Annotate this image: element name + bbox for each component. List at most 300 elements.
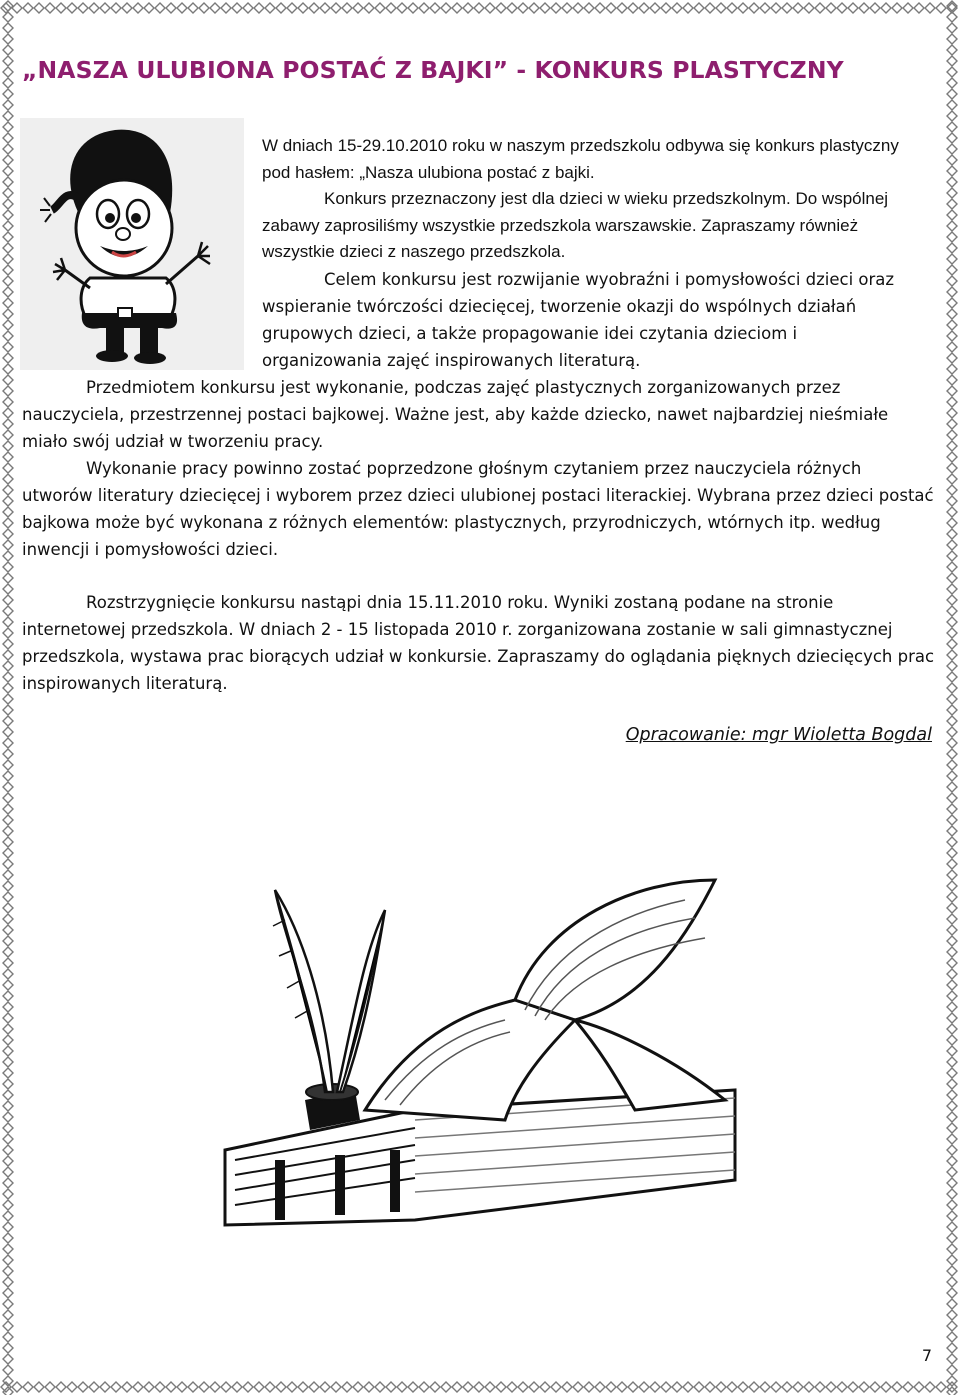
border-diamond-icon bbox=[947, 1233, 957, 1243]
border-diamond-icon bbox=[496, 3, 506, 13]
border-diamond-icon bbox=[3, 1277, 13, 1287]
border-diamond-icon bbox=[947, 650, 957, 660]
border-diamond-icon bbox=[947, 903, 957, 913]
border-diamond-icon bbox=[947, 914, 957, 924]
border-diamond-icon bbox=[947, 144, 957, 154]
border-diamond-icon bbox=[23, 1382, 33, 1392]
border-diamond-icon bbox=[3, 232, 13, 242]
border-diamond-icon bbox=[221, 3, 231, 13]
border-diamond-icon bbox=[694, 1382, 704, 1392]
border-diamond-icon bbox=[639, 3, 649, 13]
border-diamond-icon bbox=[199, 3, 209, 13]
border-diamond-icon bbox=[947, 507, 957, 517]
border-diamond-icon bbox=[386, 3, 396, 13]
border-diamond-icon bbox=[947, 716, 957, 726]
border-diamond-icon bbox=[100, 1382, 110, 1392]
border-diamond-icon bbox=[100, 3, 110, 13]
border-diamond-icon bbox=[3, 276, 13, 286]
border-diamond-icon bbox=[3, 375, 13, 385]
border-diamond-icon bbox=[155, 1382, 165, 1392]
border-diamond-icon bbox=[947, 639, 957, 649]
border-diamond-icon bbox=[331, 3, 341, 13]
border-diamond-icon bbox=[3, 1134, 13, 1144]
border-diamond-icon bbox=[3, 243, 13, 253]
border-diamond-icon bbox=[3, 1376, 13, 1386]
border-diamond-icon bbox=[947, 1299, 957, 1309]
border-diamond-icon bbox=[947, 1211, 957, 1221]
border-diamond-icon bbox=[705, 3, 715, 13]
border-diamond-icon bbox=[34, 1382, 44, 1392]
border-diamond-icon bbox=[947, 133, 957, 143]
border-diamond-icon bbox=[947, 672, 957, 682]
border-diamond-icon bbox=[3, 485, 13, 495]
border-diamond-icon bbox=[947, 276, 957, 286]
border-diamond-icon bbox=[3, 320, 13, 330]
border-diamond-icon bbox=[166, 3, 176, 13]
border-diamond-icon bbox=[947, 1, 957, 11]
border-diamond-icon bbox=[947, 474, 957, 484]
border-diamond-icon bbox=[947, 1310, 957, 1320]
border-diamond-icon bbox=[3, 1002, 13, 1012]
border-diamond-icon bbox=[67, 3, 77, 13]
border-diamond-icon bbox=[771, 1382, 781, 1392]
border-diamond-icon bbox=[617, 3, 627, 13]
border-diamond-icon bbox=[947, 1068, 957, 1078]
border-diamond-icon bbox=[3, 980, 13, 990]
border-diamond-icon bbox=[342, 1382, 352, 1392]
border-diamond-icon bbox=[947, 221, 957, 231]
border-diamond-icon bbox=[947, 727, 957, 737]
border-diamond-icon bbox=[947, 815, 957, 825]
border-diamond-icon bbox=[144, 1382, 154, 1392]
border-diamond-icon bbox=[914, 1382, 924, 1392]
border-diamond-icon bbox=[3, 760, 13, 770]
border-diamond-icon bbox=[3, 1222, 13, 1232]
border-diamond-icon bbox=[870, 3, 880, 13]
border-diamond-icon bbox=[628, 3, 638, 13]
border-diamond-icon bbox=[947, 1156, 957, 1166]
border-diamond-icon bbox=[78, 3, 88, 13]
border-diamond-icon bbox=[947, 430, 957, 440]
border-diamond-icon bbox=[3, 177, 13, 187]
border-diamond-icon bbox=[947, 1090, 957, 1100]
border-diamond-icon bbox=[947, 364, 957, 374]
border-diamond-icon bbox=[595, 3, 605, 13]
border-diamond-icon bbox=[3, 1178, 13, 1188]
border-diamond-icon bbox=[947, 1079, 957, 1089]
border-diamond-icon bbox=[3, 1156, 13, 1166]
border-diamond-icon bbox=[947, 166, 957, 176]
border-diamond-icon bbox=[848, 3, 858, 13]
border-diamond-icon bbox=[771, 3, 781, 13]
border-diamond-icon bbox=[3, 1255, 13, 1265]
border-diamond-icon bbox=[947, 1189, 957, 1199]
border-diamond-icon bbox=[3, 1079, 13, 1089]
border-diamond-icon bbox=[3, 331, 13, 341]
border-diamond-icon bbox=[3, 1299, 13, 1309]
border-diamond-icon bbox=[947, 793, 957, 803]
border-diamond-icon bbox=[947, 188, 957, 198]
author-signature: Opracowanie: mgr Wioletta Bogdal bbox=[625, 725, 932, 745]
border-diamond-icon bbox=[947, 969, 957, 979]
border-diamond-icon bbox=[144, 3, 154, 13]
paragraph-subject-block bbox=[22, 374, 937, 455]
border-diamond-icon bbox=[441, 1382, 451, 1392]
border-diamond-icon bbox=[265, 3, 275, 13]
border-diamond-icon bbox=[3, 133, 13, 143]
border-diamond-icon bbox=[3, 958, 13, 968]
border-diamond-icon bbox=[716, 1382, 726, 1392]
border-diamond-icon bbox=[551, 1382, 561, 1392]
border-diamond-icon bbox=[947, 628, 957, 638]
border-diamond-icon bbox=[947, 1035, 957, 1045]
border-diamond-icon bbox=[947, 617, 957, 627]
border-diamond-icon bbox=[3, 419, 13, 429]
border-diamond-icon bbox=[650, 3, 660, 13]
border-diamond-icon bbox=[639, 1382, 649, 1392]
border-diamond-icon bbox=[947, 771, 957, 781]
border-diamond-icon bbox=[3, 749, 13, 759]
border-diamond-icon bbox=[947, 1057, 957, 1067]
border-diamond-icon bbox=[3, 518, 13, 528]
border-diamond-icon bbox=[551, 3, 561, 13]
border-diamond-icon bbox=[133, 3, 143, 13]
border-diamond-icon bbox=[3, 144, 13, 154]
border-diamond-icon bbox=[947, 452, 957, 462]
border-diamond-icon bbox=[298, 3, 308, 13]
border-diamond-icon bbox=[529, 1382, 539, 1392]
gnome-cartoon-icon bbox=[20, 118, 244, 370]
border-diamond-icon bbox=[672, 3, 682, 13]
border-diamond-icon bbox=[89, 1382, 99, 1392]
border-diamond-icon bbox=[947, 892, 957, 902]
border-diamond-icon bbox=[3, 936, 13, 946]
border-diamond-icon bbox=[947, 859, 957, 869]
page-border-top bbox=[0, 0, 960, 16]
border-diamond-icon bbox=[947, 1222, 957, 1232]
border-diamond-icon bbox=[463, 1382, 473, 1392]
border-diamond-icon bbox=[628, 1382, 638, 1392]
border-diamond-icon bbox=[947, 342, 957, 352]
border-diamond-icon bbox=[947, 78, 957, 88]
border-diamond-icon bbox=[166, 1382, 176, 1392]
border-diamond-icon bbox=[3, 1244, 13, 1254]
border-diamond-icon bbox=[947, 1321, 957, 1331]
border-diamond-icon bbox=[78, 1382, 88, 1392]
border-diamond-icon bbox=[441, 3, 451, 13]
border-diamond-icon bbox=[947, 661, 957, 671]
border-diamond-icon bbox=[947, 1200, 957, 1210]
border-diamond-icon bbox=[45, 1382, 55, 1392]
border-diamond-icon bbox=[947, 67, 957, 77]
border-diamond-icon bbox=[727, 1382, 737, 1392]
border-diamond-icon bbox=[177, 3, 187, 13]
border-diamond-icon bbox=[947, 1343, 957, 1353]
border-diamond-icon bbox=[3, 342, 13, 352]
border-diamond-icon bbox=[749, 1382, 759, 1392]
border-diamond-icon bbox=[3, 1310, 13, 1320]
border-diamond-icon bbox=[540, 3, 550, 13]
border-diamond-icon bbox=[221, 1382, 231, 1392]
border-diamond-icon bbox=[617, 1382, 627, 1392]
border-diamond-icon bbox=[903, 3, 913, 13]
border-diamond-icon bbox=[3, 111, 13, 121]
border-diamond-icon bbox=[947, 12, 957, 22]
border-diamond-icon bbox=[3, 617, 13, 627]
border-diamond-icon bbox=[243, 3, 253, 13]
border-diamond-icon bbox=[430, 1382, 440, 1392]
border-diamond-icon bbox=[892, 3, 902, 13]
border-diamond-icon bbox=[3, 947, 13, 957]
border-diamond-icon bbox=[947, 694, 957, 704]
border-diamond-icon bbox=[3, 914, 13, 924]
border-diamond-icon bbox=[947, 936, 957, 946]
border-diamond-icon bbox=[573, 3, 583, 13]
border-diamond-icon bbox=[3, 628, 13, 638]
border-diamond-icon bbox=[947, 1354, 957, 1364]
border-diamond-icon bbox=[3, 694, 13, 704]
border-diamond-icon bbox=[177, 1382, 187, 1392]
border-diamond-icon bbox=[3, 606, 13, 616]
border-diamond-icon bbox=[3, 221, 13, 231]
border-diamond-icon bbox=[3, 1112, 13, 1122]
border-diamond-icon bbox=[760, 3, 770, 13]
border-diamond-icon bbox=[320, 1382, 330, 1392]
border-diamond-icon bbox=[353, 3, 363, 13]
border-diamond-icon bbox=[529, 3, 539, 13]
border-diamond-icon bbox=[683, 3, 693, 13]
border-diamond-icon bbox=[947, 1288, 957, 1298]
border-diamond-icon bbox=[3, 892, 13, 902]
border-diamond-icon bbox=[947, 232, 957, 242]
border-diamond-icon bbox=[947, 595, 957, 605]
border-diamond-icon bbox=[694, 3, 704, 13]
border-diamond-icon bbox=[573, 1382, 583, 1392]
border-diamond-icon bbox=[3, 551, 13, 561]
border-diamond-icon bbox=[23, 3, 33, 13]
border-diamond-icon bbox=[254, 1382, 264, 1392]
border-diamond-icon bbox=[540, 1382, 550, 1392]
border-diamond-icon bbox=[3, 452, 13, 462]
border-diamond-icon bbox=[947, 1376, 957, 1386]
border-diamond-icon bbox=[3, 353, 13, 363]
border-diamond-icon bbox=[474, 3, 484, 13]
border-diamond-icon bbox=[837, 1382, 847, 1392]
border-diamond-icon bbox=[45, 3, 55, 13]
border-diamond-icon bbox=[3, 870, 13, 880]
border-diamond-icon bbox=[947, 122, 957, 132]
border-diamond-icon bbox=[650, 1382, 660, 1392]
border-diamond-icon bbox=[3, 540, 13, 550]
border-diamond-icon bbox=[947, 210, 957, 220]
border-diamond-icon bbox=[210, 3, 220, 13]
border-diamond-icon bbox=[815, 3, 825, 13]
border-diamond-icon bbox=[738, 3, 748, 13]
border-diamond-icon bbox=[3, 309, 13, 319]
border-diamond-icon bbox=[3, 826, 13, 836]
border-diamond-icon bbox=[947, 177, 957, 187]
border-diamond-icon bbox=[452, 1382, 462, 1392]
border-diamond-icon bbox=[3, 397, 13, 407]
border-diamond-icon bbox=[3, 78, 13, 88]
border-diamond-icon bbox=[485, 1382, 495, 1392]
border-diamond-icon bbox=[3, 1211, 13, 1221]
page-border-bottom bbox=[0, 1379, 960, 1395]
border-diamond-icon bbox=[947, 529, 957, 539]
open-book-quills-icon bbox=[215, 860, 740, 1230]
border-diamond-icon bbox=[3, 1233, 13, 1243]
border-diamond-icon bbox=[276, 3, 286, 13]
border-diamond-icon bbox=[3, 386, 13, 396]
border-diamond-icon bbox=[3, 716, 13, 726]
border-diamond-icon bbox=[3, 1354, 13, 1364]
border-diamond-icon bbox=[705, 1382, 715, 1392]
page-border-right bbox=[944, 0, 960, 1395]
border-diamond-icon bbox=[947, 1387, 957, 1395]
page-title: „NASZA ULUBIONA POSTAĆ Z BAJKI” - KONKURS PLASTYCZNY bbox=[22, 55, 844, 84]
border-diamond-icon bbox=[430, 3, 440, 13]
border-diamond-icon bbox=[947, 980, 957, 990]
border-diamond-icon bbox=[3, 837, 13, 847]
paragraph-execution-block bbox=[22, 455, 937, 563]
border-diamond-icon bbox=[3, 430, 13, 440]
border-diamond-icon bbox=[947, 287, 957, 297]
border-diamond-icon bbox=[3, 650, 13, 660]
border-diamond-icon bbox=[3, 639, 13, 649]
border-diamond-icon bbox=[3, 122, 13, 132]
border-diamond-icon bbox=[3, 298, 13, 308]
border-diamond-icon bbox=[452, 3, 462, 13]
border-diamond-icon bbox=[760, 1382, 770, 1392]
border-diamond-icon bbox=[947, 562, 957, 572]
border-diamond-icon bbox=[947, 199, 957, 209]
border-diamond-icon bbox=[947, 100, 957, 110]
border-diamond-icon bbox=[749, 3, 759, 13]
border-diamond-icon bbox=[947, 375, 957, 385]
border-diamond-icon bbox=[3, 771, 13, 781]
border-diamond-icon bbox=[947, 1365, 957, 1375]
border-diamond-icon bbox=[3, 254, 13, 264]
border-diamond-icon bbox=[56, 1382, 66, 1392]
border-diamond-icon bbox=[3, 727, 13, 737]
border-diamond-icon bbox=[155, 3, 165, 13]
border-diamond-icon bbox=[947, 804, 957, 814]
border-diamond-icon bbox=[386, 1382, 396, 1392]
border-diamond-icon bbox=[89, 3, 99, 13]
border-diamond-icon bbox=[3, 364, 13, 374]
border-diamond-icon bbox=[3, 782, 13, 792]
border-diamond-icon bbox=[3, 848, 13, 858]
border-diamond-icon bbox=[3, 705, 13, 715]
border-diamond-icon bbox=[947, 826, 957, 836]
border-diamond-icon bbox=[3, 1288, 13, 1298]
border-diamond-icon bbox=[947, 1277, 957, 1287]
border-diamond-icon bbox=[3, 166, 13, 176]
border-diamond-icon bbox=[3, 859, 13, 869]
border-diamond-icon bbox=[947, 485, 957, 495]
border-diamond-icon bbox=[3, 925, 13, 935]
border-diamond-icon bbox=[947, 551, 957, 561]
border-diamond-icon bbox=[331, 1382, 341, 1392]
border-diamond-icon bbox=[947, 870, 957, 880]
border-diamond-icon bbox=[3, 738, 13, 748]
border-diamond-icon bbox=[3, 1200, 13, 1210]
border-diamond-icon bbox=[3, 1013, 13, 1023]
border-diamond-icon bbox=[947, 925, 957, 935]
border-diamond-icon bbox=[947, 584, 957, 594]
border-diamond-icon bbox=[947, 309, 957, 319]
border-diamond-icon bbox=[309, 3, 319, 13]
border-diamond-icon bbox=[947, 958, 957, 968]
border-diamond-icon bbox=[397, 1382, 407, 1392]
border-diamond-icon bbox=[947, 320, 957, 330]
border-diamond-icon bbox=[584, 1382, 594, 1392]
border-diamond-icon bbox=[3, 562, 13, 572]
border-diamond-icon bbox=[3, 584, 13, 594]
border-diamond-icon bbox=[947, 848, 957, 858]
border-diamond-icon bbox=[485, 3, 495, 13]
border-diamond-icon bbox=[507, 3, 517, 13]
border-diamond-icon bbox=[133, 1382, 143, 1392]
border-diamond-icon bbox=[892, 1382, 902, 1392]
border-diamond-icon bbox=[3, 463, 13, 473]
border-diamond-icon bbox=[3, 89, 13, 99]
border-diamond-icon bbox=[232, 1382, 242, 1392]
border-diamond-icon bbox=[3, 1024, 13, 1034]
intro-text-block bbox=[262, 133, 922, 374]
intro-paragraph-audience: Konkurs przeznaczony jest dla dzieci w wieku przedszkolnym. Do wspólnej zabawy zaprosiliśmy wszystkie przedszkola warszawskie. Zapraszamy również wszystkie dzieci z naszego przedszkola. bbox=[262, 189, 889, 261]
border-diamond-icon bbox=[947, 760, 957, 770]
border-diamond-icon bbox=[3, 815, 13, 825]
border-diamond-icon bbox=[947, 1332, 957, 1342]
border-diamond-icon bbox=[122, 3, 132, 13]
border-diamond-icon bbox=[3, 100, 13, 110]
border-diamond-icon bbox=[518, 1382, 528, 1392]
border-diamond-icon bbox=[3, 265, 13, 275]
paragraph-results-block bbox=[22, 589, 937, 697]
border-diamond-icon bbox=[947, 496, 957, 506]
border-diamond-icon bbox=[210, 1382, 220, 1392]
border-diamond-icon bbox=[584, 3, 594, 13]
border-diamond-icon bbox=[947, 991, 957, 1001]
border-diamond-icon bbox=[925, 3, 935, 13]
border-diamond-icon bbox=[3, 1167, 13, 1177]
border-diamond-icon bbox=[408, 3, 418, 13]
border-diamond-icon bbox=[947, 1134, 957, 1144]
border-diamond-icon bbox=[3, 1387, 13, 1395]
border-diamond-icon bbox=[914, 3, 924, 13]
border-diamond-icon bbox=[727, 3, 737, 13]
paragraph-execution: Wykonanie pracy powinno zostać poprzedzone głośnym czytaniem przez nauczyciela różnych utworów literatury dziecięcej i wyborem przez dzieci ulubionej postaci literackiej. Wybrana przez dzieci postać bajkowa może być wykonana z różnych elementów: plastycznych, przyrodniczych, wtórnych itp. według inwencji i pomysłowości dzieci. bbox=[22, 459, 934, 559]
border-diamond-icon bbox=[947, 1244, 957, 1254]
border-diamond-icon bbox=[595, 1382, 605, 1392]
border-diamond-icon bbox=[3, 45, 13, 55]
border-diamond-icon bbox=[3, 1, 13, 11]
border-diamond-icon bbox=[804, 3, 814, 13]
border-diamond-icon bbox=[375, 1382, 385, 1392]
border-diamond-icon bbox=[3, 1068, 13, 1078]
border-diamond-icon bbox=[111, 3, 121, 13]
border-diamond-icon bbox=[309, 1382, 319, 1392]
border-diamond-icon bbox=[859, 1382, 869, 1392]
border-diamond-icon bbox=[34, 3, 44, 13]
border-diamond-icon bbox=[947, 540, 957, 550]
border-diamond-icon bbox=[947, 1123, 957, 1133]
border-diamond-icon bbox=[56, 3, 66, 13]
border-diamond-icon bbox=[111, 1382, 121, 1392]
border-diamond-icon bbox=[67, 1382, 77, 1392]
border-diamond-icon bbox=[903, 1382, 913, 1392]
